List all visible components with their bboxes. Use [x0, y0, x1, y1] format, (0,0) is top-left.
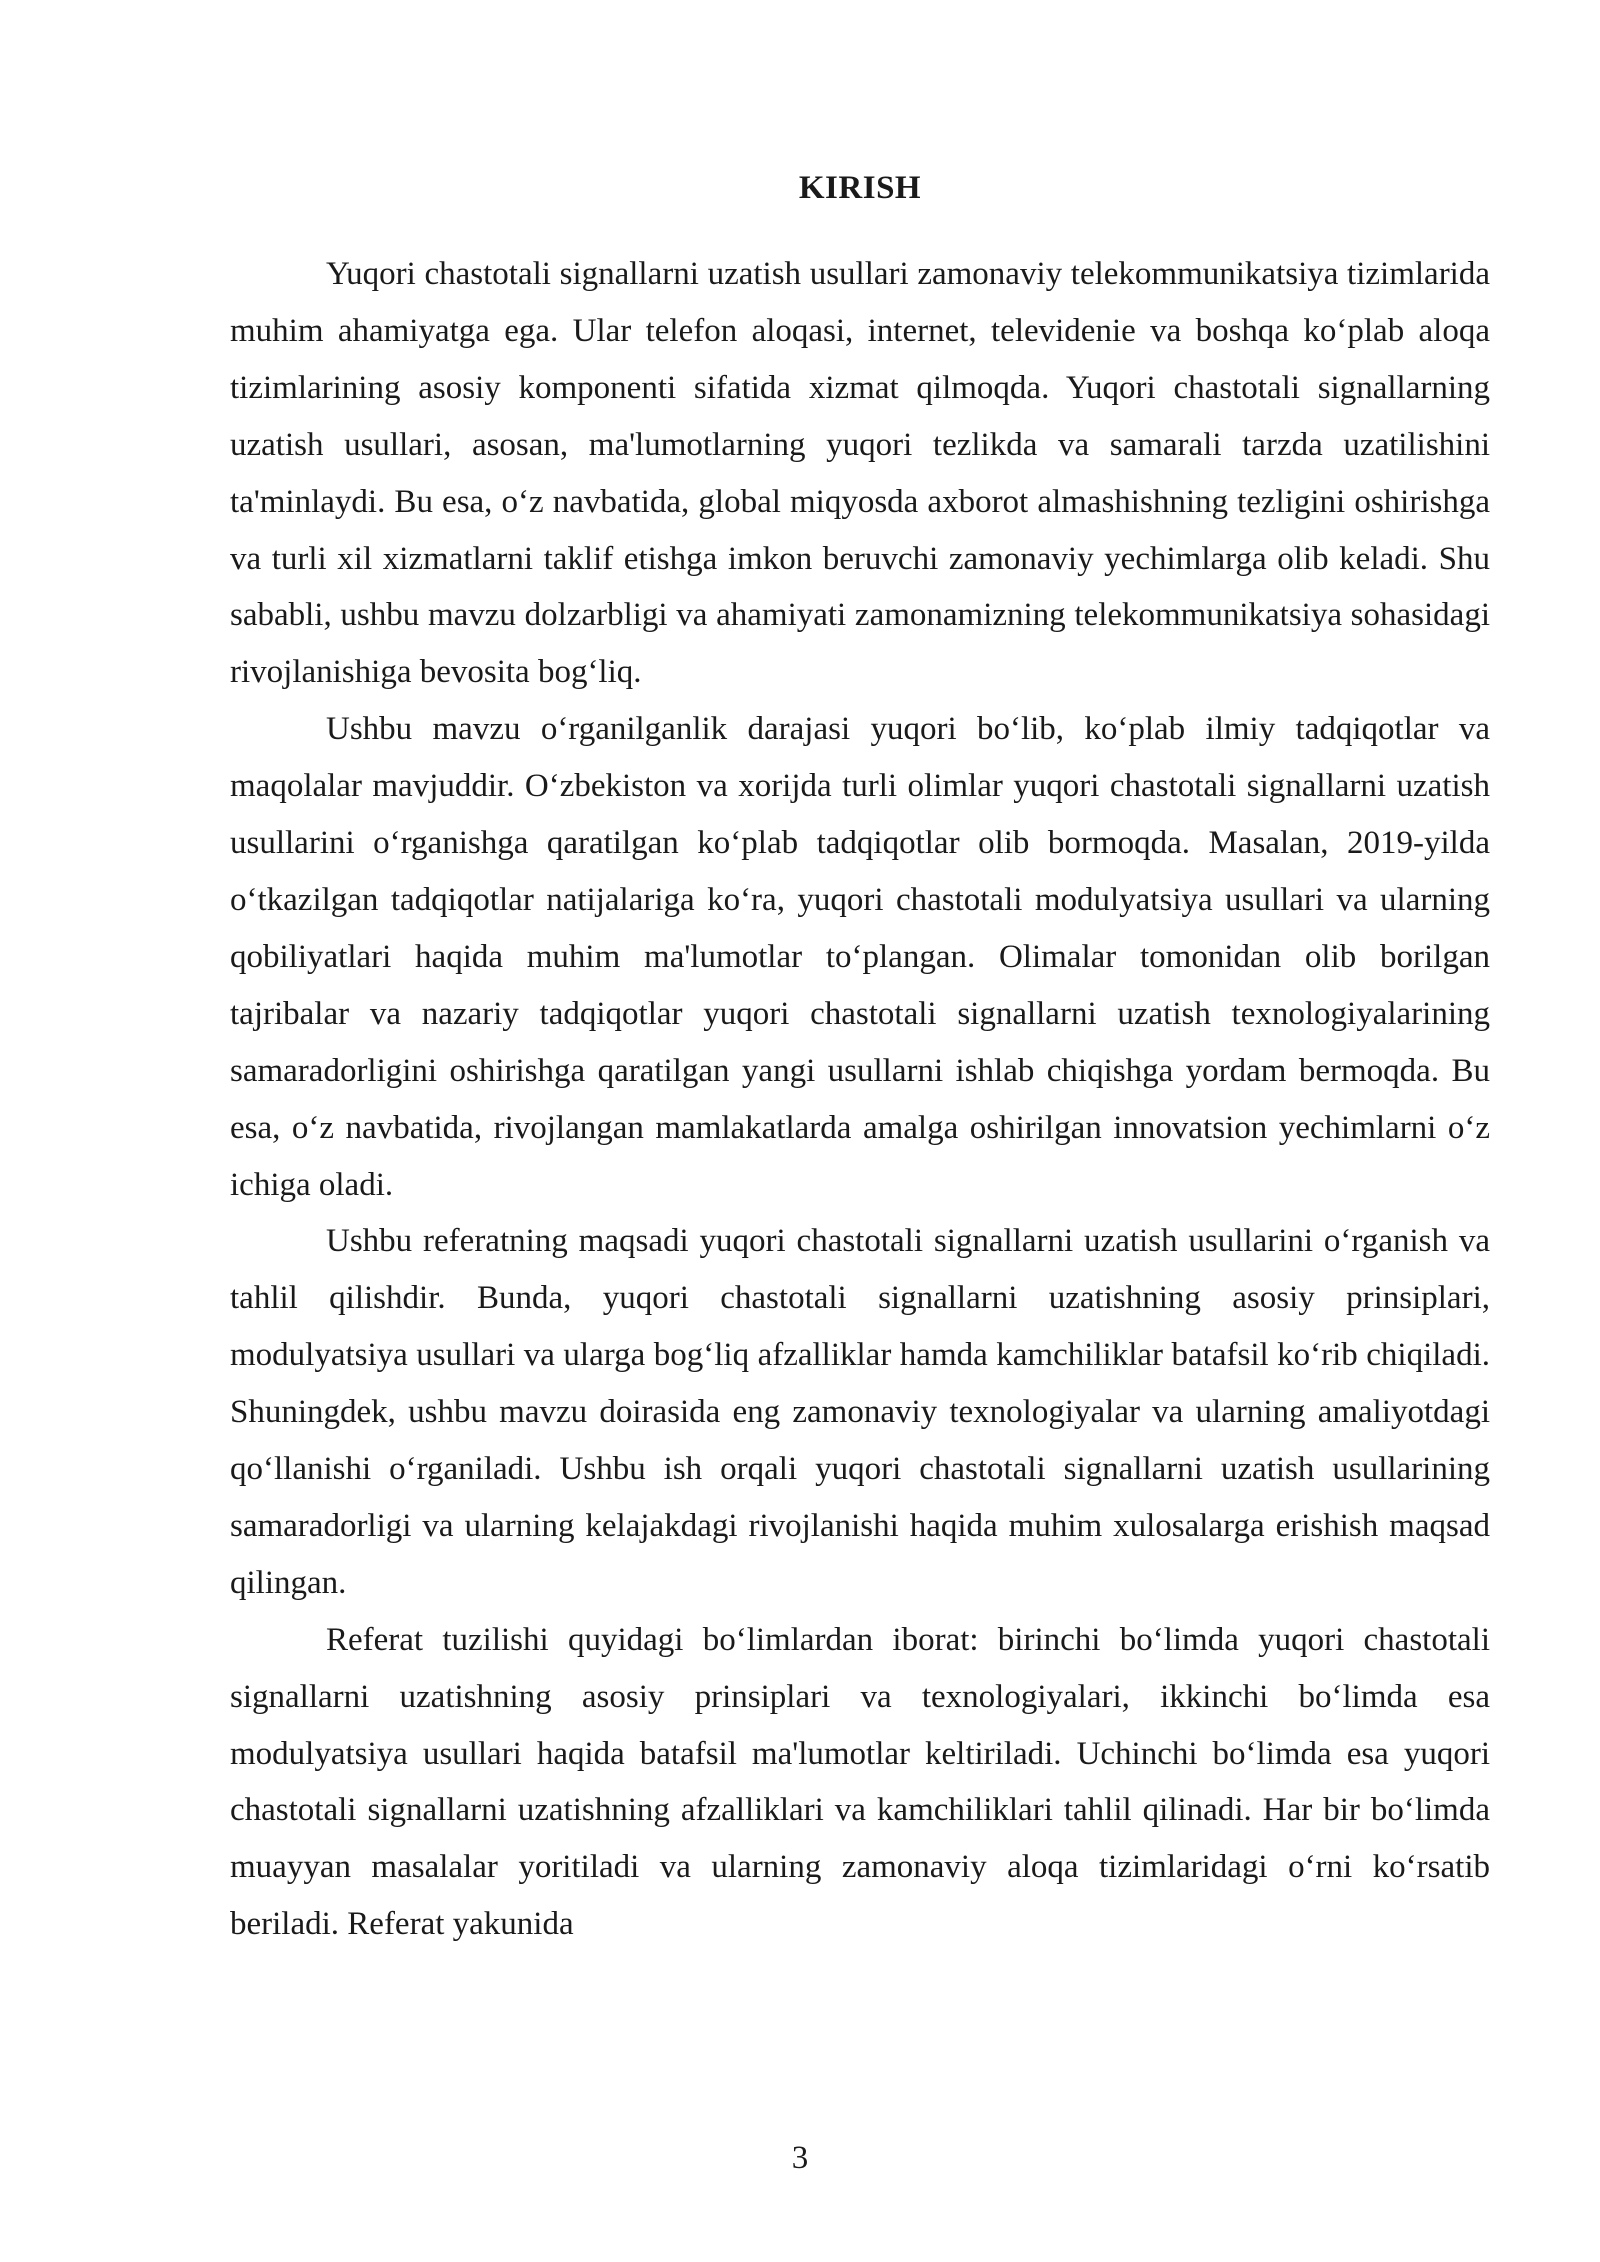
paragraph-structure: Referat tuzilishi quyidagi bo‘limlardan iborat: birinchi bo‘limda yuqori chastotali signallarni uzatishning asosiy prinsiplari va texnologiyalari, ikkinchi bo‘limda esa modulyatsiya usullari haqida batafsil ma'lumotlar keltiriladi. Uchinchi bo‘limda esa yuqori chastotali signallarni uzatishning afzalliklari va kamchiliklari tahlil qilinadi. Har bir bo‘limda muayyan masalalar yoritiladi va ularning zamonaviy aloqa tizimlaridagi o‘rni ko‘rsatib beriladi. Referat yakunida [230, 1621, 1490, 1943]
paragraph-introduction: Yuqori chastotali signallarni uzatish usullari zamonaviy telekommunikatsiya tizimlarida muhim ahamiyatga ega. Ular telefon aloqasi, internet, televidenie va boshqa ko‘plab aloqa tizimlarining asosiy komponenti sifatida xizmat qilmoqda. Yuqori chastotali signallarning uzatish usullari, asosan, ma'lumotlarning yuqori tezlikda va samarali tarzda uzatilishini ta'minlaydi. Bu esa, o‘z navbatida, global miqyosda axborot almashishning tezligini oshirishga va turli xil xizmatlarni taklif etishga imkon beruvchi zamonaviy yechimlarga olib keladi. Shu sababli, ushbu mavzu dolzarbligi va ahamiyati zamonamizning telekommunikatsiya sohasidagi rivojlanishiga bevosita bog‘liq. [230, 256, 1490, 691]
section-heading: KIRISH [798, 170, 922, 206]
paragraph-research-degree: Ushbu mavzu o‘rganilganlik darajasi yuqori bo‘lib, ko‘plab ilmiy tadqiqotlar va maqolalar mavjuddir. O‘zbekiston va xorijda turli olimlar yuqori chastotali signallarni uzatish usullarini o‘rganishga qaratilgan ko‘plab tadqiqotlar olib bormoqda. Masalan, 2019-yilda o‘tkazilgan tadqiqotlar natijalariga ko‘ra, yuqori chastotali modulyatsiya usullari va ularning qobiliyatlari haqida muhim ma'lumotlar to‘plangan. Olimalar tomonidan olib borilgan tajribalar va nazariy tadqiqotlar yuqori chastotali signallarni uzatish texnologiyalarining samaradorligini oshirishga qaratilgan yangi usullarni ishlab chiqishga yordam bermoqda. Bu esa, o‘z navbatida, rivojlangan mamlakatlarda amalga oshirilgan innovatsion yechimlarni o‘z ichiga oladi. [230, 711, 1490, 1203]
body-text [230, 246, 1490, 1953]
paragraph-purpose: Ushbu referatning maqsadi yuqori chastotali signallarni uzatish usullarini o‘rganish va tahlil qilishdir. Bunda, yuqori chastotali signallarni uzatishning asosiy prinsiplari, modulyatsiya usullari va ularga bog‘liq afzalliklar hamda kamchiliklar batafsil ko‘rib chiqiladi. Shuningdek, ushbu mavzu doirasida eng zamonaviy texnologiyalar va ularning amaliyotdagi qo‘llanishi o‘rganiladi. Ushbu ish orqali yuqori chastotali signallarni uzatish usullarining samaradorligi va ularning kelajakdagi rivojlanishi haqida muhim xulosalarga erishish maqsad qilingan. [230, 1223, 1490, 1601]
page-number: 3 [791, 2140, 809, 2176]
